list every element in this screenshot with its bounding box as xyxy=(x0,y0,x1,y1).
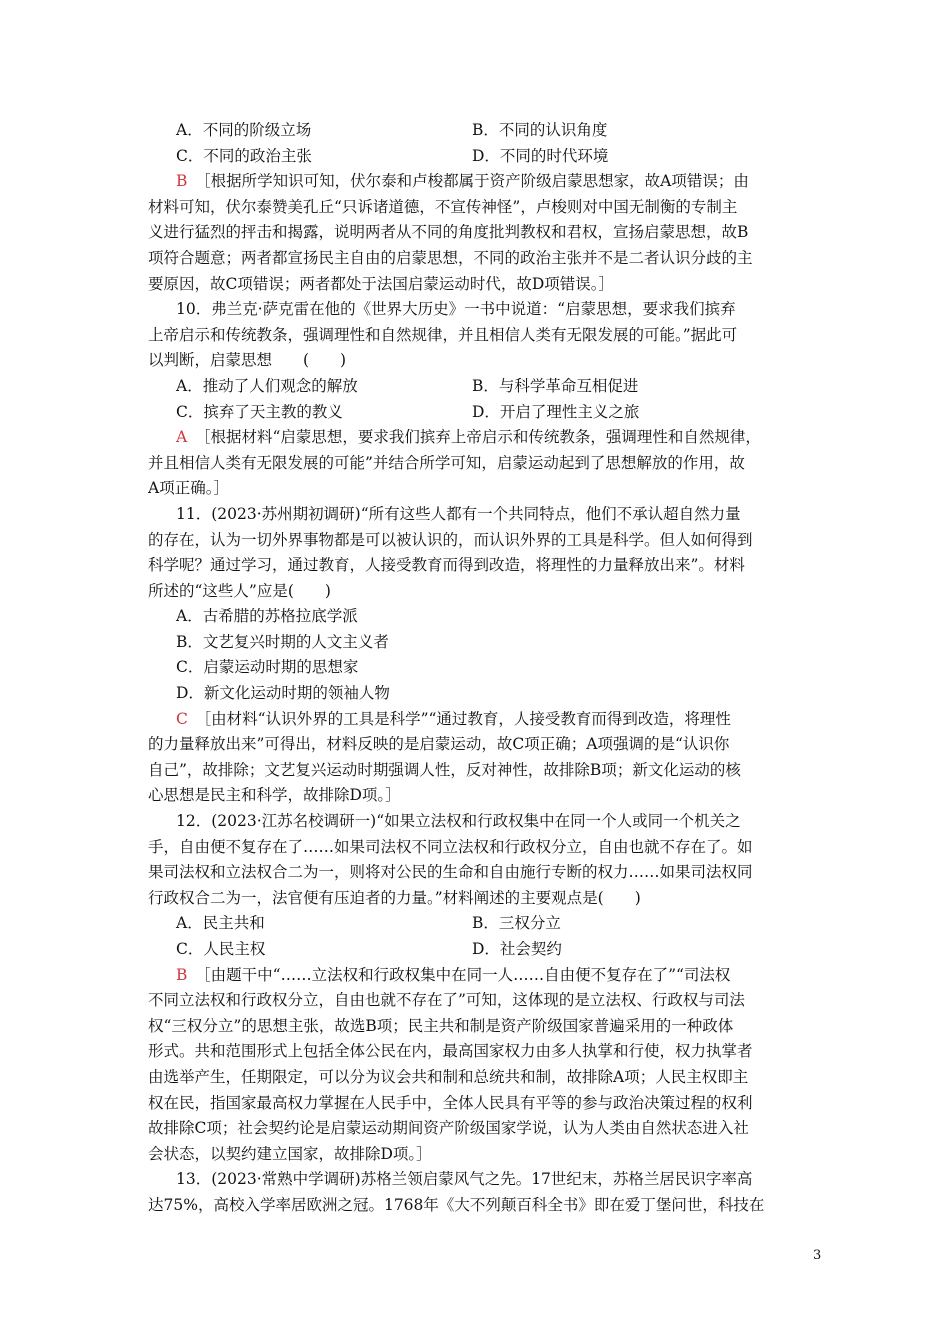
q12-options-row-1 xyxy=(148,911,820,937)
q13-stem-line: 达75%，高校入学率居欧洲之冠。1768年《大不列颠百科全书》即在爱丁堡问世，科技在 xyxy=(148,1195,765,1214)
q9-option-a: A．不同的阶级立场 xyxy=(176,121,312,139)
q9-options-row-1 xyxy=(148,118,820,144)
q9-option-c: C．不同的政治主张 xyxy=(176,146,312,165)
q11-explanation-line: 自己”，故排除；文艺复兴运动时期强调人性，反对神性，故排除B项；新文化运动的核 xyxy=(148,760,741,779)
q9-option-b: B．不同的认识角度 xyxy=(472,121,608,139)
q11-stem-line: 所述的“这些人”应是( ) xyxy=(148,581,331,600)
q9-option-d: D．不同的时代环境 xyxy=(472,146,609,165)
q11-explanation-line: 的力量释放出来”可得出，材料反映的是启蒙运动，故C项正确；A项强调的是“认识你 xyxy=(148,735,730,754)
q10-stem-line: 10．弗兰克·萨克雷在他的《世界大历史》一书中说道：“启蒙思想，要求我们摈弃 xyxy=(176,300,736,319)
q10-explanation-line: A项正确。］ xyxy=(148,479,229,498)
q12-answer: B xyxy=(176,965,188,984)
q9-explanation-line: 要原因，故C项错误；两者都处于法国启蒙运动时代，故D项错误。］ xyxy=(148,274,615,293)
q11-explanation-line: C ［由材料“认识外界的工具是科学”“通过教育，人接受教育而得到改造，将理性 xyxy=(176,709,731,728)
q10-answer: A xyxy=(176,428,188,447)
page-number: 3 xyxy=(813,1248,822,1263)
q12-option-a: A．民主共和 xyxy=(176,914,265,933)
q12-explanation-line: B ［由题干中“……立法权和行政权集中在同一人……自由便不复存在了”“司法权 xyxy=(176,965,731,984)
page-content xyxy=(148,118,820,1219)
q11-option-d: D．新文化运动时期的领袖人物 xyxy=(176,684,390,703)
q9-explanation-line: 项符合题意；两者都宣扬民主自由的启蒙思想，不同的政治主张并不是二者认识分歧的主 xyxy=(148,248,753,267)
q12-stem-line: 12．(2023·江苏名校调研一)“如果立法权和行政权集中在同一个人或同一个机关之 xyxy=(176,812,741,831)
q11-explanation-line: 心思想是民主和科学，故排除D项。］ xyxy=(148,786,401,805)
q10-explanation-line: 并且相信人类有无限发展的可能”并结合所学可知，启蒙运动起到了思想解放的作用，故 xyxy=(148,453,745,472)
q12-stem-line: 行政权合二为一，法官便有压迫者的力量。”材料阐述的主要观点是( ) xyxy=(148,888,641,907)
q11-stem-line: 科学呢？通过学习，通过教育，人接受教育而得到改造，将理性的力量释放出来”。材料 xyxy=(148,556,745,575)
q11-option-c: C．启蒙运动时期的思想家 xyxy=(176,658,359,677)
q12-explanation-line: 故排除C项；社会契约论是启蒙运动期间资产阶级国家学说，认为人类由自然状态进入社 xyxy=(148,1119,749,1138)
q10-option-c: C．摈弃了天主教的教义 xyxy=(176,402,343,421)
q12-options-row-2 xyxy=(148,937,820,963)
q12-explanation-line: 不同立法权和行政权分立，自由也就不存在了”可知，这体现的是立法权、行政权与司法 xyxy=(148,991,745,1010)
q12-stem-line: 果司法权和立法权合二为一，则将对公民的生命和自由施行专断的权力……如果司法权同 xyxy=(148,863,753,882)
q13-stem-line: 13．(2023·常熟中学调研)苏格兰领启蒙风气之先。17世纪末，苏格兰居民识字率高 xyxy=(176,1170,753,1189)
q12-explanation-line: 由选举产生，任期限定，可以分为议会共和制和总统共和制，故排除A项；人民主权即主 xyxy=(148,1067,749,1086)
q12-option-c: C．人民主权 xyxy=(176,940,266,958)
q10-option-a: A．推动了人们观念的解放 xyxy=(176,376,358,395)
q12-stem-line: 手，自由便不复存在了……如果司法权不同立法权和行政权分立，自由也就不存在了。如 xyxy=(148,837,753,856)
q10-options-row-2 xyxy=(148,400,820,426)
q9-answer: B xyxy=(176,172,188,191)
q12-explanation-line: 形式。共和范围形式上包括全体公民在内，最高国家权力由多人执掌和行使，权力执掌者 xyxy=(148,1042,753,1061)
q9-explanation-line: B ［根据所学知识可知，伏尔泰和卢梭都属于资产阶级启蒙思想家，故A项错误；由 xyxy=(176,172,749,191)
q10-option-b: B．与科学革命互相促进 xyxy=(472,376,639,395)
q11-stem-line: 11．(2023·苏州期初调研)“所有这些人都有一个共同特点，他们不承认超自然力量 xyxy=(176,504,741,523)
q11-option-b: B．文艺复兴时期的人文主义者 xyxy=(176,632,389,651)
q12-explanation-line: 权“三权分立”的思想主张，故选B项；民主共和制是资产阶级国家普遍采用的一种政体 xyxy=(148,1016,734,1035)
q12-option-d: D．社会契约 xyxy=(472,940,562,958)
q11-stem-line: 的存在，认为一切外界事物都是可以被认识的，而认识外界的工具是科学。但人如何得到 xyxy=(148,530,753,549)
q10-stem-line: 以判断，启蒙思想 ( ) xyxy=(148,351,347,370)
q12-explanation-line: 会状态，以契约建立国家，故排除D项。］ xyxy=(148,1144,432,1163)
q10-explanation-line: A ［根据材料“启蒙思想，要求我们摈弃上帝启示和传统教条，强调理性和自然规律， xyxy=(176,428,761,447)
q12-explanation-line: 权在民，指国家最高权力掌握在人民手中，全体人民具有平等的参与政治决策过程的权利 xyxy=(148,1093,753,1112)
q12-option-b: B．三权分立 xyxy=(472,914,561,933)
q10-stem-line: 上帝启示和传统教条，强调理性和自然规律，并且相信人类有无限发展的可能。”据此可 xyxy=(148,325,738,344)
q11-option-a: A．古希腊的苏格拉底学派 xyxy=(176,607,358,626)
q9-explanation-line: 材料可知，伏尔泰赞美孔丘“只诉诸道德，不宣传神怪”，卢梭则对中国无制衡的专制主 xyxy=(148,197,738,216)
q11-answer: C xyxy=(176,709,188,728)
q9-options-row-2 xyxy=(148,144,820,170)
q9-explanation-line: 义进行猛烈的抨击和揭露，说明两者从不同的角度批判教权和君权，宣扬启蒙思想，故B xyxy=(148,223,749,242)
q10-options-row-1 xyxy=(148,374,820,400)
q10-option-d: D．开启了理性主义之旅 xyxy=(472,402,640,421)
